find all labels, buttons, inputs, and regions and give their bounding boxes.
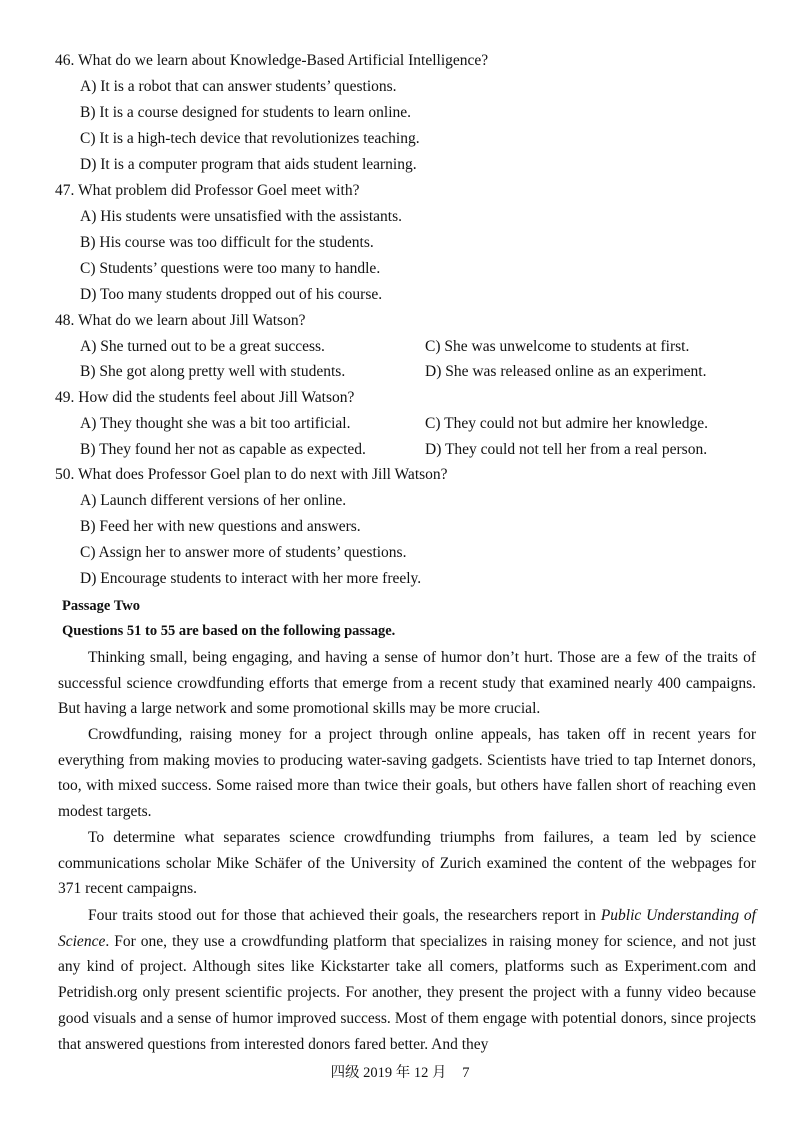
option-49d: D) They could not tell her from a real person. xyxy=(425,441,708,458)
option-46c: C) It is a high-tech device that revolutionizes teaching. xyxy=(80,130,420,147)
question-47: 47. What problem did Professor Goel meet with? xyxy=(55,182,360,199)
option-48d: D) She was released online as an experiment. xyxy=(425,363,707,380)
option-48a: A) She turned out to be a great success. xyxy=(80,338,325,355)
passage-paragraph-2: Crowdfunding, raising money for a project through online appeals, has taken off in recent years for everything from making movies to producing water-saving gadgets. Scientists have tried to tap Internet donors, too, with mixed success. Some raised more than twice their goals, but others have fallen short of reaching even modest targets. xyxy=(58,726,756,821)
option-47c: C) Students’ questions were too many to handle. xyxy=(80,260,381,277)
passage-paragraph-1: Thinking small, being engaging, and having a sense of humor don’t hurt. Those are a few of the traits of successful science crowdfunding efforts that emerge from a recent study that examined nearly 400 campaigns. But having a large network and some promotional skills may be more crucial. xyxy=(58,649,756,718)
option-47a: A) His students were unsatisfied with the assistants. xyxy=(80,208,403,225)
question-50: 50. What does Professor Goel plan to do next with Jill Watson? xyxy=(55,466,448,483)
option-48c: C) She was unwelcome to students at first. xyxy=(425,338,690,355)
option-48b: B) She got along pretty well with students. xyxy=(80,363,346,380)
passage-paragraph-4: Four traits stood out for those that achieved their goals, the researchers report in Public Understanding of Science. For one, they use a crowdfunding platform that specializes in raising money for science, and not just any kind of project. Although sites like Kickstarter take all comers, platforms such as Experiment.com and Petridish.org only present scientific projects. For another, they present the project with a funny video because good visuals and a sense of humor improved success. Most of them engage with potential donors, since projects that answered questions from interested donors fared better. And they xyxy=(58,907,756,1053)
question-48: 48. What do we learn about Jill Watson? xyxy=(55,312,306,329)
question-text: What do we learn about Jill Watson? xyxy=(77,312,306,329)
page-footer xyxy=(0,1061,800,1082)
exam-label: 四级 2019 年 12 月 xyxy=(330,1065,447,1081)
option-50c: C) Assign her to answer more of students’ questions. xyxy=(80,544,407,561)
page-number: 7 xyxy=(462,1065,470,1081)
option-47b: B) His course was too difficult for the students. xyxy=(80,234,374,251)
option-49b: B) They found her not as capable as expected. xyxy=(80,441,366,458)
question-text: What do we learn about Knowledge-Based Artificial Intelligence? xyxy=(77,52,489,69)
option-50a: A) Launch different versions of her online. xyxy=(80,492,347,509)
option-50b: B) Feed her with new questions and answers. xyxy=(80,518,361,535)
passage-paragraph-3: To determine what separates science crowdfunding triumphs from failures, a team led by science communications scholar Mike Schäfer of the University of Zurich examined the content of the webpages for 371 recent campaigns. xyxy=(58,829,756,898)
option-49a: A) They thought she was a bit too artificial. xyxy=(80,415,351,432)
question-text: What problem did Professor Goel meet with? xyxy=(77,182,360,199)
option-49c: C) They could not but admire her knowledge. xyxy=(425,415,708,432)
question-49: 49. How did the students feel about Jill Watson? xyxy=(55,389,355,406)
journal-title: Public Understanding of Science xyxy=(58,907,756,950)
question-46: 46. What do we learn about Knowledge-Based Artificial Intelligence? xyxy=(55,52,489,69)
passage-heading: Passage Two xyxy=(62,598,141,614)
option-46d: D) It is a computer program that aids student learning. xyxy=(80,156,417,173)
option-50d: D) Encourage students to interact with her more freely. xyxy=(80,570,422,587)
option-47d: D) Too many students dropped out of his course. xyxy=(80,286,383,303)
passage-instruction: Questions 51 to 55 are based on the following passage. xyxy=(62,623,396,639)
option-46b: B) It is a course designed for students to learn online. xyxy=(80,104,412,121)
option-46a: A) It is a robot that can answer students’ questions. xyxy=(80,78,397,95)
question-text: How did the students feel about Jill Watson? xyxy=(78,389,355,406)
question-text: What does Professor Goel plan to do next with Jill Watson? xyxy=(77,466,448,483)
